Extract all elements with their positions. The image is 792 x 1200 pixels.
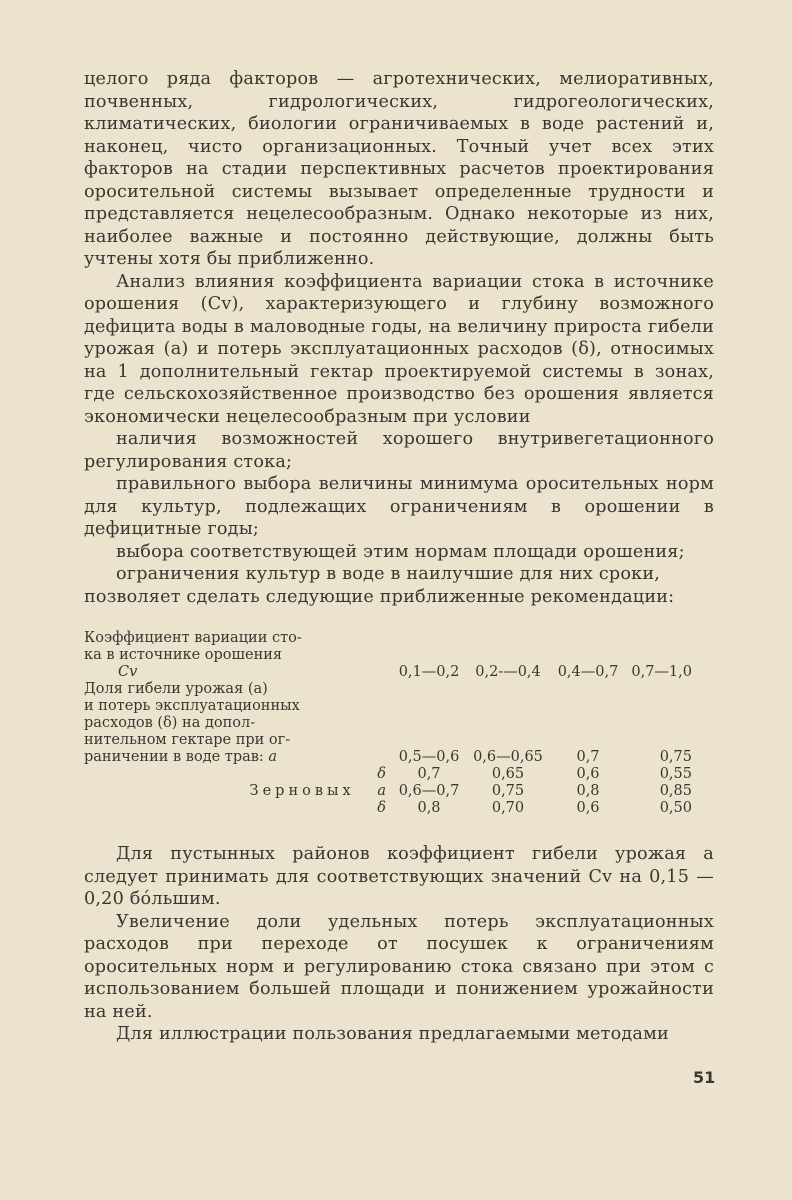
paragraph-conclusion: позволяет сделать следующие приближенные рекомендации: [84, 586, 675, 607]
table-row-cv-label2 [84, 647, 724, 664]
table-cell: 0,6—0,7 [398, 783, 460, 799]
table-row-cv [84, 664, 724, 681]
list-item-regulation: наличия возможностей хорошего внутривегетационного регулирования стока; [84, 429, 714, 472]
share-label-line4: нительном гектаре при ог- [84, 732, 291, 748]
text-block-top [84, 68, 714, 608]
paragraph-deserts: Для пустынных районов коэффициент гибели урожая a следует принимать для соответствующих значений Cv на 0,15 — 0,20 бо́льшим. [84, 844, 714, 909]
table-cell: 0,6—0,65 [473, 749, 543, 765]
table-row [84, 749, 724, 766]
paragraph-intro: целого ряда факторов — агротехнических, мелиоративных, почвенных, гидрологических, гидрогеологических, климатических, биологии ограничиваемых в воде растений и, наконец, чисто организационных. Точный учет всех этих факторов на стадии перспективных расчетов проектирования оросительной системы вызывает определенные трудности и представляется нецелесообразным. Однако некоторые из них, наиболее важные и постоянно действующие, должны быть учтены хотя бы приближенно. [84, 69, 714, 269]
list-item-norms: правильного выбора величины минимума оросительных норм для культур, подлежащих ограничениям в орошении в дефицитные годы; [84, 474, 714, 539]
page-number: 51 [693, 1068, 716, 1087]
table-cell: 0,6 [576, 766, 600, 782]
row-symbol: a [377, 783, 386, 799]
paragraph-analysis: Анализ влияния коэффициента вариации стока в источнике орошения (Cv), характеризующего и глубину возможного дефицита воды в маловодные годы, на величину прироста гибели урожая (a) и потерь эксплуатационных расходов (δ), относимых на 1 дополнительный гектар проектируемой системы в зонах, где сельскохозяйственное производство без орошения является экономически нецелесообразным при условии [84, 271, 714, 427]
share-label-line2: и потерь эксплуатационных [84, 698, 300, 714]
list-item-area: выбора соответствующей этим нормам площади орошения; [116, 541, 685, 562]
paragraph-illustration: Для иллюстрации пользования предлагаемыми методами [116, 1024, 669, 1044]
recommendation-table [84, 630, 724, 817]
table-cell: 0,75 [491, 783, 525, 799]
cv-value: 0,4—0,7 [557, 664, 619, 680]
table-cell: 0,5—0,6 [398, 749, 460, 765]
cv-symbol: Cv [118, 664, 138, 680]
row-group-label: Зерновых [249, 783, 355, 799]
page-content [84, 68, 714, 1046]
row-symbol: δ [377, 766, 386, 782]
table-cell: 0,55 [659, 766, 692, 782]
share-label-line1: Доля гибели урожая (a) [84, 681, 268, 697]
paragraph-increase: Увеличение доли удельных потерь эксплуатационных расходов при переходе от посушек к ограничениям оросительных норм и регулированию стока связано при этом с использованием большей площади и понижением урожайности на ней. [84, 911, 714, 1022]
table-cell: 0,65 [491, 766, 525, 782]
table-row-share-label2 [84, 698, 724, 715]
table-cell: 0,8 [417, 800, 441, 816]
share-label-line3: расходов (δ) на допол- [84, 715, 256, 731]
cv-value: 0,2-—0,4 [475, 664, 541, 680]
table-cell: 0,70 [491, 800, 525, 816]
table-cell: 0,6 [576, 800, 600, 816]
cv-value: 0,7—1,0 [631, 664, 692, 680]
table-cell: 0,7 [417, 766, 441, 782]
table-cell: 0,50 [659, 800, 692, 816]
table-row [84, 783, 724, 800]
table-cell: 0,7 [576, 749, 600, 765]
cv-value: 0,1—0,2 [398, 664, 460, 680]
cv-label-line2: ка в источнике орошения [84, 647, 283, 663]
table-row-share-label3 [84, 715, 724, 732]
table-row-cv-label1 [84, 630, 724, 647]
table-row [84, 800, 724, 817]
share-label-line5: раничении в воде трав: [84, 749, 264, 765]
cv-label-line1: Коэффициент вариации сто- [84, 630, 302, 646]
text-block-bottom [84, 843, 714, 1046]
table-cell: 0,8 [576, 783, 600, 799]
table-row-share-label1 [84, 681, 724, 698]
table-cell: 0,75 [659, 749, 692, 765]
table-row [84, 766, 724, 783]
row-symbol: a [268, 749, 278, 765]
list-item-timing: ограничения культур в воде в наилучшие для них сроки, [116, 564, 661, 584]
cv-values [390, 664, 708, 681]
table-cell: 0,85 [659, 783, 692, 799]
table-row-share-label4 [84, 732, 724, 749]
row-symbol: δ [377, 800, 386, 816]
